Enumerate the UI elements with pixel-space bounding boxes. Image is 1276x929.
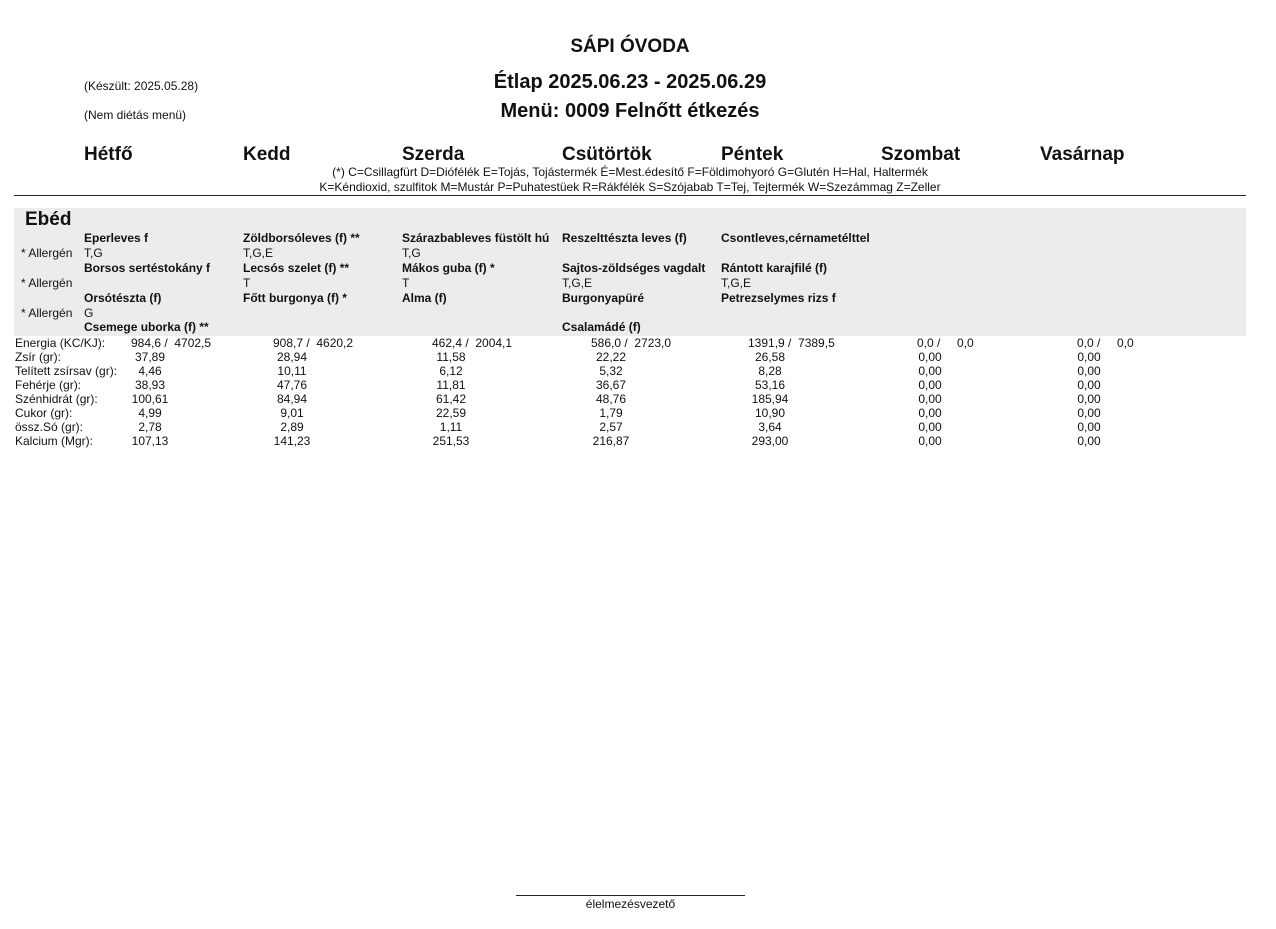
nutrition-value: 4,99 [138, 406, 162, 420]
nutrition-value: 293,00 [751, 434, 789, 448]
dish-name: Borsos sertéstokány f [84, 261, 211, 275]
nutrition-value: 9,01 [280, 406, 304, 420]
dish-name: Csemege uborka (f) ** [84, 320, 209, 334]
nutrition-label: Kalcium (Mgr): [15, 434, 94, 448]
nutrition-value: 26,58 [754, 350, 786, 364]
nutrition-value: 0,00 [1077, 378, 1101, 392]
nutrition-value: 48,76 [595, 392, 627, 406]
nutrition-value: 1391,9 / 7389,5 [748, 336, 835, 350]
allergen-codes: T [243, 276, 251, 290]
nutrition-value: 22,59 [435, 406, 467, 420]
allergen-codes: T,G,E [721, 276, 752, 290]
nutrition-value: 47,76 [276, 378, 308, 392]
dish-name: Petrezselymes rizs f [721, 291, 836, 305]
allergen-codes: T,G,E [243, 246, 274, 260]
nutrition-value: 0,00 [918, 350, 942, 364]
dish-name: Szárazbableves füstölt hú [402, 231, 550, 245]
dish-name: Reszelttészta leves (f) [562, 231, 687, 245]
nutrition-value: 0,00 [1077, 364, 1101, 378]
dish-name: Zöldborsóleves (f) ** [243, 231, 360, 245]
nutrition-value: 107,13 [131, 434, 169, 448]
nutrition-value: 38,93 [134, 378, 166, 392]
nutrition-value: 1,79 [599, 406, 623, 420]
nutrition-value: 2,78 [138, 420, 162, 434]
nutrition-value: 4,46 [138, 364, 162, 378]
nutrition-value: 0,00 [1077, 420, 1101, 434]
lunch-section-title: Ebéd [25, 209, 72, 230]
dish-name: Alma (f) [402, 291, 447, 305]
menu-period: Étlap 2025.06.23 - 2025.06.29 [493, 71, 767, 93]
school-name: SÁPI ÓVODA [570, 36, 690, 57]
nutrition-value: 1,11 [439, 420, 463, 434]
nutrition-value: 37,89 [134, 350, 166, 364]
nutrition-value: 2,89 [280, 420, 304, 434]
nutrition-value: 0,00 [918, 434, 942, 448]
allergen-label: * Allergén [21, 276, 73, 290]
nutrition-value: 36,67 [595, 378, 627, 392]
nutrition-value: 0,00 [918, 392, 942, 406]
allergen-label: * Allergén [21, 306, 73, 320]
menu-name: Menü: 0009 Felnőtt étkezés [500, 100, 760, 122]
nutrition-value: 5,32 [599, 364, 623, 378]
day-header-friday: Péntek [721, 144, 784, 165]
nutrition-value: 100,61 [131, 392, 169, 406]
nutrition-value: 141,23 [273, 434, 311, 448]
dish-name: Csalamádé (f) [562, 320, 641, 334]
allergen-codes: T [402, 276, 410, 290]
nutrition-value: 185,94 [751, 392, 789, 406]
allergen-codes: T,G,E [562, 276, 593, 290]
nutrition-value: 10,11 [277, 364, 307, 378]
dish-name: Orsótészta (f) [84, 291, 162, 305]
signature-label: élelmezésvezető [585, 897, 676, 911]
dish-name: Lecsós szelet (f) ** [243, 261, 350, 275]
nutrition-value: 251,53 [432, 434, 470, 448]
nutrition-value: 0,00 [918, 364, 942, 378]
dish-name: Eperleves f [84, 231, 149, 245]
nutrition-value: 984,6 / 4702,5 [131, 336, 212, 350]
nutrition-value: 10,90 [754, 406, 786, 420]
nutrition-value: 8,28 [758, 364, 782, 378]
nutrition-value: 61,42 [435, 392, 467, 406]
allergen-legend-line2: K=Kéndioxid, szulfitok M=Mustár P=Puhatestüek R=Rákfélék S=Szójabab T=Tej, Tejtermék W=Szezámmag Z=Zeller [319, 180, 941, 194]
nutrition-value: 0,00 [1077, 350, 1101, 364]
day-header-tuesday: Kedd [243, 144, 291, 165]
dish-name: Mákos guba (f) * [402, 261, 495, 275]
nutrition-value: 462,4 / 2004,1 [432, 336, 513, 350]
nutrition-value: 0,00 [1077, 406, 1101, 420]
allergen-label: * Allergén [21, 246, 73, 260]
nutrition-value: 0,0 / 0,0 [917, 336, 974, 350]
nutrition-value: 0,00 [918, 420, 942, 434]
day-header-monday: Hétfő [84, 144, 133, 165]
nutrition-label: Szénhidrát (gr): [15, 392, 98, 406]
nutrition-value: 11,81 [436, 378, 466, 392]
nutrition-value: 908,7 / 4620,2 [273, 336, 354, 350]
nutrition-value: 53,16 [754, 378, 786, 392]
allergen-codes: T,G [84, 246, 103, 260]
dish-name: Csontleves,cérnametélttel [721, 231, 870, 245]
day-header-thursday: Csütörtök [562, 144, 652, 165]
nutrition-label: össz.Só (gr): [15, 420, 84, 434]
nutrition-label: Telített zsírsav (gr): [15, 364, 118, 378]
nutrition-label: Cukor (gr): [15, 406, 73, 420]
nutrition-value: 6,12 [439, 364, 463, 378]
nutrition-label: Fehérje (gr): [15, 378, 82, 392]
nutrition-value: 28,94 [276, 350, 308, 364]
nutrition-value: 0,00 [1077, 434, 1101, 448]
day-header-saturday: Szombat [881, 144, 961, 165]
allergen-codes: T,G [402, 246, 421, 260]
nutrition-value: 22,22 [595, 350, 627, 364]
nutrition-label: Zsír (gr): [15, 350, 61, 364]
nutrition-label: Energia (KC/KJ): [15, 336, 106, 350]
nutrition-value: 0,00 [918, 378, 942, 392]
nutrition-value: 0,0 / 0,0 [1077, 336, 1134, 350]
header-divider [14, 195, 1246, 196]
allergen-legend-line1: (*) C=Csillagfürt D=Diófélék E=Tojás, Tojástermék É=Mest.édesítő F=Földimohyoró G=Glutén H=Hal, Haltermék [332, 165, 928, 179]
nutrition-value: 11,58 [436, 350, 466, 364]
day-header-sunday: Vasárnap [1040, 144, 1125, 165]
day-header-wednesday: Szerda [402, 144, 465, 165]
created-date: (Készült: 2025.05.28) [84, 79, 199, 93]
nutrition-value: 84,94 [276, 392, 308, 406]
nutrition-value: 586,0 / 2723,0 [591, 336, 672, 350]
dish-name: Főtt burgonya (f) * [243, 291, 347, 305]
dish-name: Burgonyapüré [562, 291, 645, 305]
allergen-codes: G [84, 306, 94, 320]
dish-name: Rántott karajfilé (f) [721, 261, 828, 275]
dish-name: Sajtos-zöldséges vagdalt [562, 261, 706, 275]
diet-note: (Nem diétás menü) [84, 108, 187, 122]
nutrition-value: 0,00 [1077, 392, 1101, 406]
nutrition-value: 2,57 [599, 420, 623, 434]
signature-line [516, 895, 745, 896]
nutrition-value: 0,00 [918, 406, 942, 420]
nutrition-value: 216,87 [592, 434, 630, 448]
nutrition-value: 3,64 [758, 420, 782, 434]
